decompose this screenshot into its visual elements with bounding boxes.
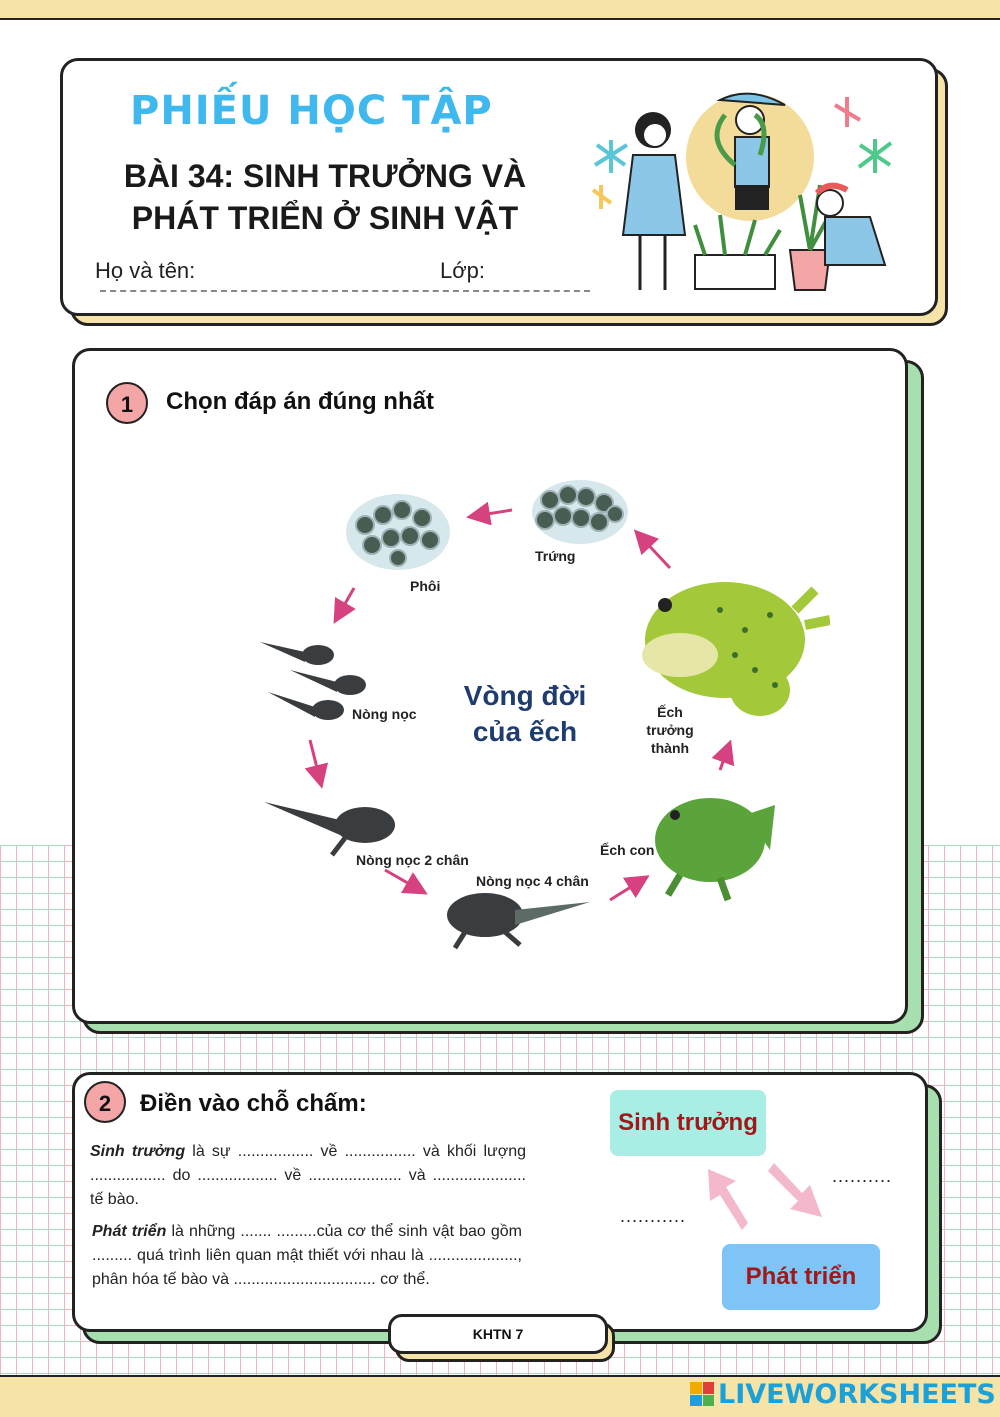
- stage-froglet-label: Ếch con: [600, 842, 655, 858]
- development-term: Phát triển: [92, 1223, 167, 1240]
- growth-term: Sinh trưởng: [90, 1143, 186, 1160]
- worksheet-title: PHIẾU HỌC TẬP: [130, 88, 493, 134]
- stage-tadpole-label: Nòng nọc: [352, 706, 417, 722]
- embryo-illustration: [346, 494, 450, 570]
- stage-adult-label: Ếch trưởng thành: [646, 704, 694, 756]
- arrow-up-icon: [708, 1169, 748, 1230]
- adult-frog-illustration: [642, 582, 830, 716]
- cycle-title: Vòng đời của ếch: [463, 680, 587, 747]
- growth-box: Sinh trưởng: [610, 1090, 766, 1156]
- stage-tadpole-four-legs-label: Nòng nọc 4 chân: [476, 873, 589, 889]
- section2-heading: Điền vào chỗ chấm:: [140, 1090, 367, 1117]
- class-label: Lớp:: [440, 258, 486, 283]
- development-definition[interactable]: [92, 1220, 522, 1292]
- section2-number-badge: 2: [84, 1081, 126, 1123]
- froglet-illustration: [655, 798, 775, 900]
- stage-egg-label: Trứng: [535, 548, 576, 564]
- eggs-illustration: [532, 480, 628, 544]
- tadpole-four-legs-illustration: [447, 893, 590, 948]
- top-strip: [0, 0, 1000, 20]
- stage-tadpole-two-legs-label: Nòng nọc 2 chân: [356, 852, 469, 868]
- arrow-down-icon: [768, 1163, 822, 1217]
- stage-embryo-label: Phôi: [410, 578, 441, 594]
- relation-arrows: [690, 1155, 840, 1235]
- growth-definition-text: là sự ................. về ................ và khối lượng ................. do .................. về ..................... và ..................... tế bào.: [90, 1143, 527, 1208]
- blank-right[interactable]: ..........: [832, 1166, 893, 1186]
- name-label: Họ và tên:: [95, 258, 196, 283]
- section1-heading: Chọn đáp án đúng nhất: [166, 388, 434, 415]
- liveworksheets-brand: [690, 1378, 996, 1410]
- growth-definition[interactable]: [90, 1140, 526, 1212]
- kids-gardening-illustration: [585, 85, 905, 300]
- blank-left[interactable]: ...........: [620, 1206, 687, 1226]
- brand-name: LIVEWORKSHEETS: [718, 1378, 996, 1410]
- liveworksheets-logo-icon: [690, 1382, 714, 1406]
- lesson-title: BÀI 34: SINH TRƯỞNG VÀ PHÁT TRIỂN Ở SINH VẬT: [123, 158, 527, 236]
- development-box: Phát triển: [722, 1244, 880, 1310]
- development-definition-text: là những ....... .........của cơ thể sinh vật bao gồm ......... quá trình liên quan mật thiết với nhau là ...................., phân hóa tế bào và ................................ cơ thể.: [92, 1223, 522, 1288]
- tadpole-two-legs-illustration: [264, 802, 395, 855]
- subject-tag: KHTN 7: [388, 1314, 608, 1354]
- name-input-line[interactable]: [100, 290, 590, 292]
- tadpole-illustration: [260, 642, 366, 720]
- section1-number-badge: 1: [106, 382, 148, 424]
